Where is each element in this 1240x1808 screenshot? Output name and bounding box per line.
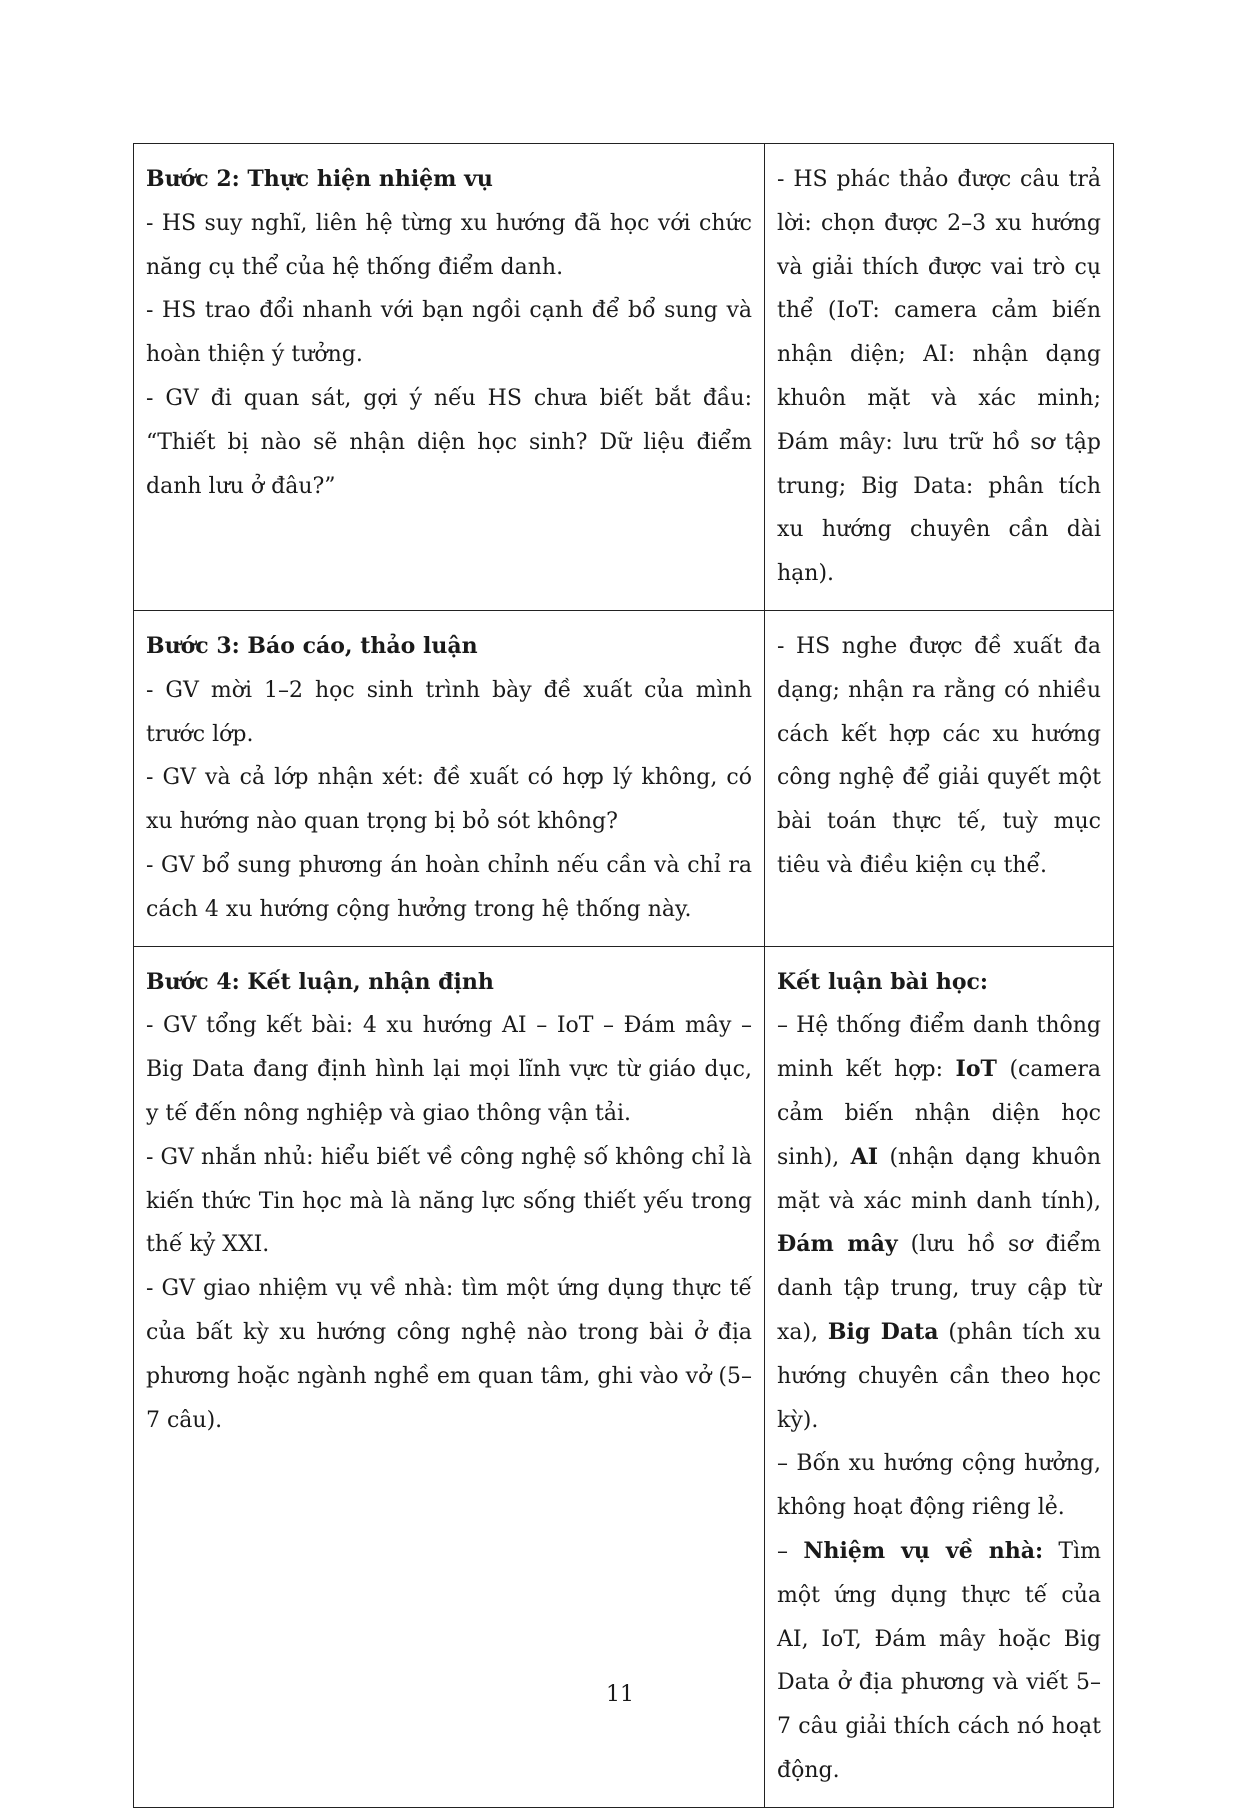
- step-3-line-1: - GV mời 1–2 học sinh trình bày đề xuất của mình trước lớp.: [146, 677, 752, 747]
- conclusion-text: (nhận dạng khuôn mặt và xác minh danh tính),: [777, 1144, 1101, 1214]
- conclusion-text: (phân tích xu hướng chuyên cần theo học kỳ).: [777, 1319, 1102, 1433]
- page-number: 11: [606, 1682, 634, 1707]
- conclusion-paragraph-1: [777, 1004, 1101, 1442]
- step-4-line-3: - GV giao nhiệm vụ về nhà: tìm một ứng dụng thực tế của bất kỳ xu hướng công nghệ nào trong bài ở địa phương hoặc ngành nghề em quan tâm, ghi vào vở (5–7 câu).: [146, 1276, 752, 1433]
- step-3-line-2: - GV và cả lớp nhận xét: đề xuất có hợp lý không, có xu hướng nào quan trọng bị bỏ sót không?: [146, 765, 752, 835]
- conclusion-paragraph-2: – Bốn xu hướng cộng hưởng, không hoạt động riêng lẻ.: [777, 1451, 1101, 1521]
- step-2-line-1: - HS suy nghĩ, liên hệ từng xu hướng đã học với chức năng cụ thể của hệ thống điểm danh.: [146, 210, 752, 280]
- step-3-line-3: - GV bổ sung phương án hoàn chỉnh nếu cần và chỉ ra cách 4 xu hướng cộng hưởng trong hệ thống này.: [146, 852, 752, 922]
- step-4-cell: [134, 946, 765, 1807]
- lesson-conclusion-title: Kết luận bài học:: [777, 968, 989, 995]
- conclusion-text: (lưu hồ sơ điểm danh tập trung, truy cập từ xa),: [777, 1232, 1101, 1345]
- activity-table: [133, 143, 1114, 1808]
- step-3-title: Bước 3: Báo cáo, thảo luận: [146, 632, 478, 659]
- table-row: [134, 946, 1114, 1807]
- term-cloud: Đám mây: [777, 1231, 898, 1258]
- term-big-data: Big Data: [827, 1318, 939, 1345]
- step-2-result-cell: [765, 144, 1114, 611]
- step-4-line-2: - GV nhắn nhủ: hiểu biết về công nghệ số không chỉ là kiến thức Tin học mà là năng lực sống thiết yếu trong thế kỷ XXI.: [146, 1144, 752, 1258]
- table-row: [134, 144, 1114, 611]
- table-row: [134, 610, 1114, 946]
- step-2-title: Bước 2: Thực hiện nhiệm vụ: [146, 166, 493, 192]
- homework-text: Tìm một ứng dụng thực tế của AI, IoT, Đám mây hoặc Big Data ở địa phương và viết 5–7 câu giải thích cách nó hoạt động.: [777, 1538, 1101, 1783]
- step-3-cell: [134, 610, 765, 946]
- conclusion-text: – Hệ thống điểm danh thông minh kết hợp:: [777, 1013, 1101, 1083]
- lesson-conclusion-cell: [765, 946, 1114, 1807]
- step-2-line-2: - HS trao đổi nhanh với bạn ngồi cạnh để bổ sung và hoàn thiện ý tưởng.: [146, 298, 752, 368]
- conclusion-dash: –: [777, 1538, 804, 1564]
- step-3-result-cell: [765, 610, 1114, 946]
- homework-label: Nhiệm vụ về nhà:: [803, 1537, 1044, 1564]
- conclusion-paragraph-3: [777, 1530, 1101, 1793]
- step-4-title: Bước 4: Kết luận, nhận định: [146, 968, 494, 995]
- step-2-line-3: - GV đi quan sát, gợi ý nếu HS chưa biết bắt đầu: “Thiết bị nào sẽ nhận diện học sinh? Dữ liệu điểm danh lưu ở đâu?”: [146, 385, 752, 499]
- step-2-cell: [134, 144, 765, 611]
- conclusion-text: (camera cảm biến nhận diện học sinh),: [777, 1057, 1101, 1170]
- step-3-result: - HS nghe được đề xuất đa dạng; nhận ra rằng có nhiều cách kết hợp các xu hướng công nghệ để giải quyết một bài toán thực tế, tuỳ mục tiêu và điều kiện cụ thể.: [777, 633, 1101, 878]
- step-4-line-1: - GV tổng kết bài: 4 xu hướng AI – IoT – Đám mây – Big Data đang định hình lại mọi lĩnh vực từ giáo dục, y tế đến nông nghiệp và giao thông vận tải.: [146, 1013, 752, 1126]
- term-iot: IoT: [955, 1056, 997, 1083]
- term-ai: AI: [850, 1143, 879, 1170]
- step-2-result: - HS phác thảo được câu trả lời: chọn được 2–3 xu hướng và giải thích được vai trò cụ thể (IoT: camera cảm biến nhận diện; AI: nhận dạng khuôn mặt và xác minh; Đám mây: lưu trữ hồ sơ tập trung; Big Data: phân tích xu hướng chuyên cần dài hạn).: [777, 167, 1101, 587]
